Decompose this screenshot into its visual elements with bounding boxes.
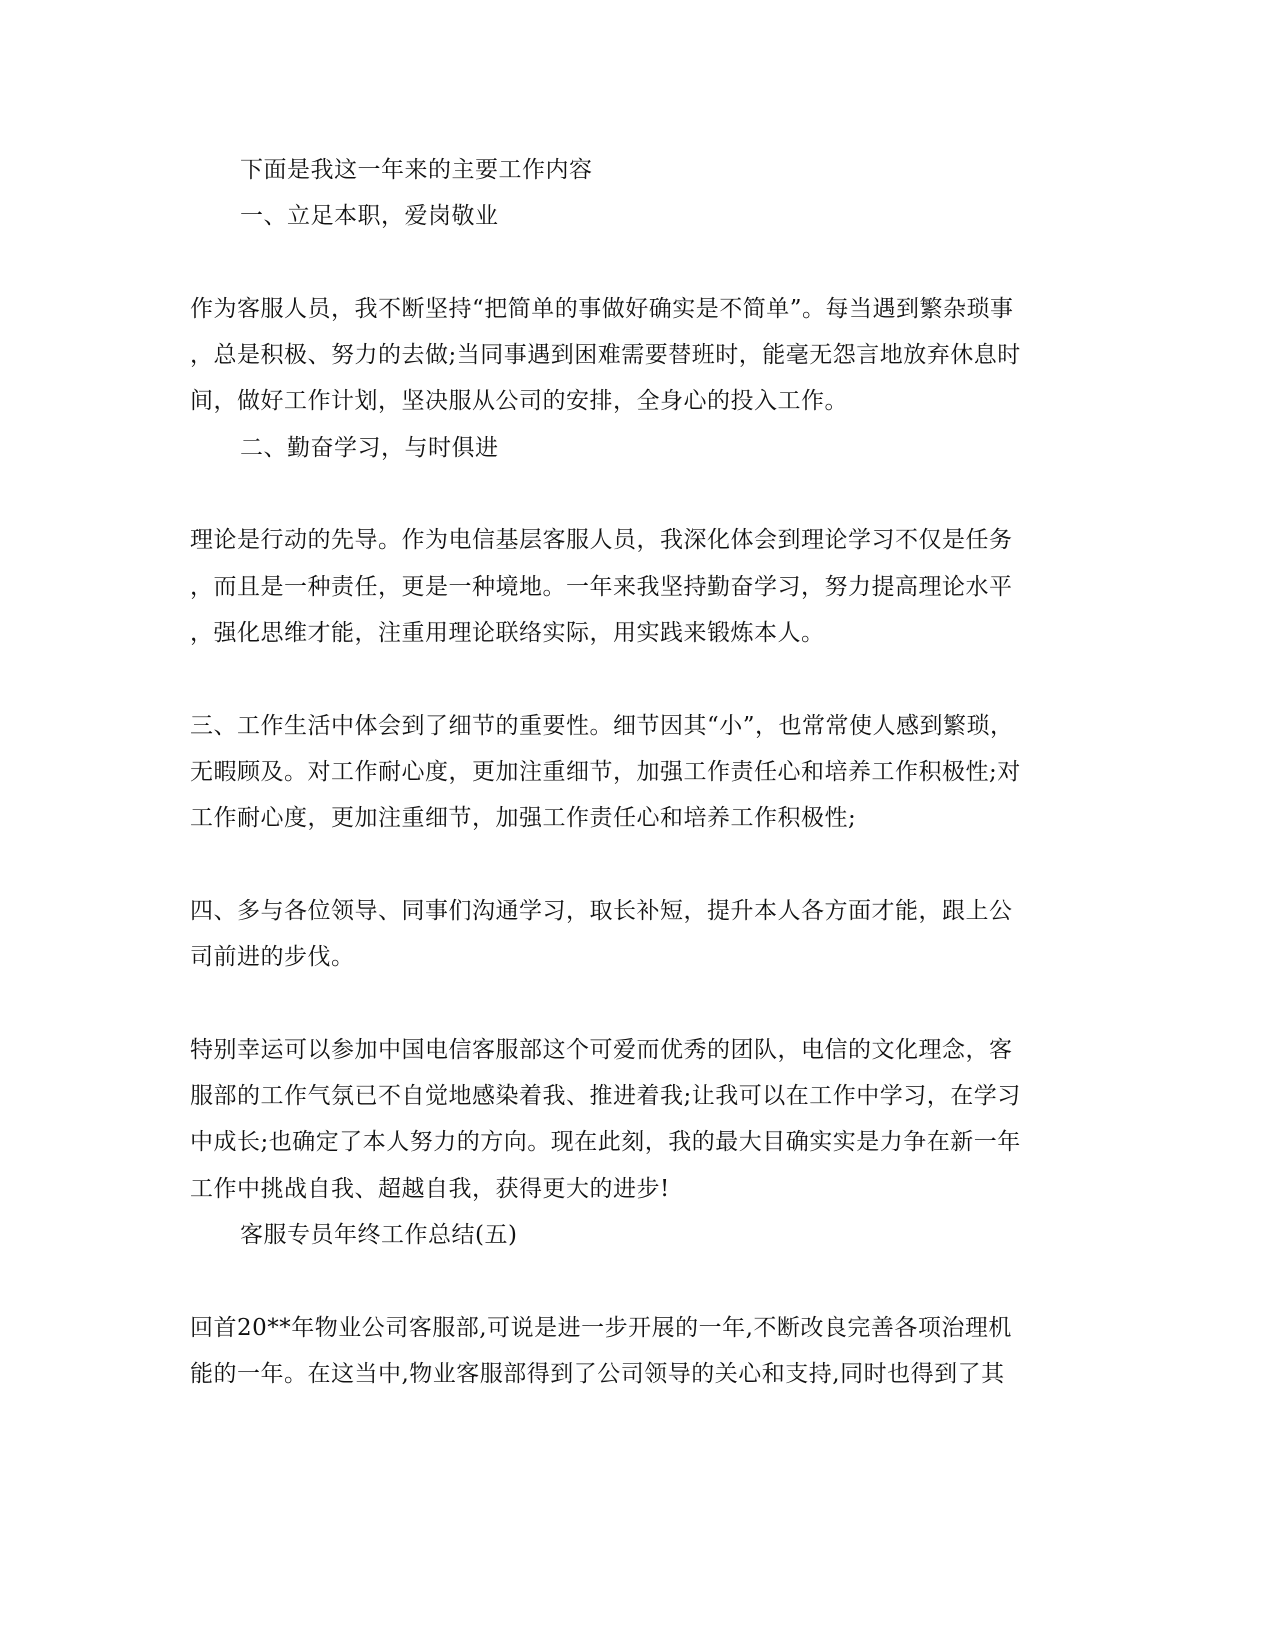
section-title: 客服专员年终工作总结(五) [240, 1222, 518, 1248]
intro-line: 下面是我这一年来的主要工作内容 [240, 157, 593, 183]
paragraph-line: 间，做好工作计划，坚决服从公司的安排，全身心的投入工作。 [190, 388, 848, 414]
paragraph-line: 三、工作生活中体会到了细节的重要性。细节因其“小”，也常常使人感到繁琐， [190, 713, 1014, 739]
paragraph-line: 回首20**年物业公司客服部,可说是进一步开展的一年,不断改良完善各项治理机 [190, 1315, 1012, 1341]
paragraph-line: 理论是行动的先导。作为电信基层客服人员，我深化体会到理论学习不仅是任务 [190, 527, 1013, 553]
paragraph-line: 作为客服人员，我不断坚持“把简单的事做好确实是不简单”。每当遇到繁杂琐事 [190, 296, 1014, 322]
paragraph-line: 四、多与各位领导、同事们沟通学习，取长补短，提升本人各方面才能，跟上公 [190, 898, 1013, 924]
paragraph-line: ，而且是一种责任，更是一种境地。一年来我坚持勤奋学习，努力提高理论水平 [190, 574, 1013, 600]
paragraph-line: 司前进的步伐。 [190, 944, 355, 970]
paragraph-line: 无暇顾及。对工作耐心度，更加注重细节，加强工作责任心和培养工作积极性;对 [190, 759, 1021, 785]
paragraph-line: 工作中挑战自我、超越自我，获得更大的进步! [190, 1176, 670, 1202]
paragraph-line: ，强化思维才能，注重用理论联络实际，用实践来锻炼本人。 [190, 620, 825, 646]
paragraph-line: 工作耐心度，更加注重细节，加强工作责任心和培养工作积极性; [190, 805, 857, 831]
paragraph-line: 服部的工作气氛已不自觉地感染着我、推进着我;让我可以在工作中学习，在学习 [190, 1083, 1021, 1109]
paragraph-line: 中成长;也确定了本人努力的方向。现在此刻，我的最大目确实实是力争在新一年 [190, 1129, 1021, 1155]
paragraph-line: ，总是积极、努力的去做;当同事遇到困难需要替班时，能毫无怨言地放弃休息时 [190, 342, 1021, 368]
section-heading-1: 一、立足本职，爱岗敬业 [240, 203, 499, 229]
paragraph-line: 能的一年。在这当中,物业客服部得到了公司领导的关心和支持,同时也得到了其 [190, 1361, 1005, 1387]
section-heading-2: 二、勤奋学习，与时俱进 [240, 435, 499, 461]
paragraph-line: 特别幸运可以参加中国电信客服部这个可爱而优秀的团队，电信的文化理念，客 [190, 1037, 1013, 1063]
